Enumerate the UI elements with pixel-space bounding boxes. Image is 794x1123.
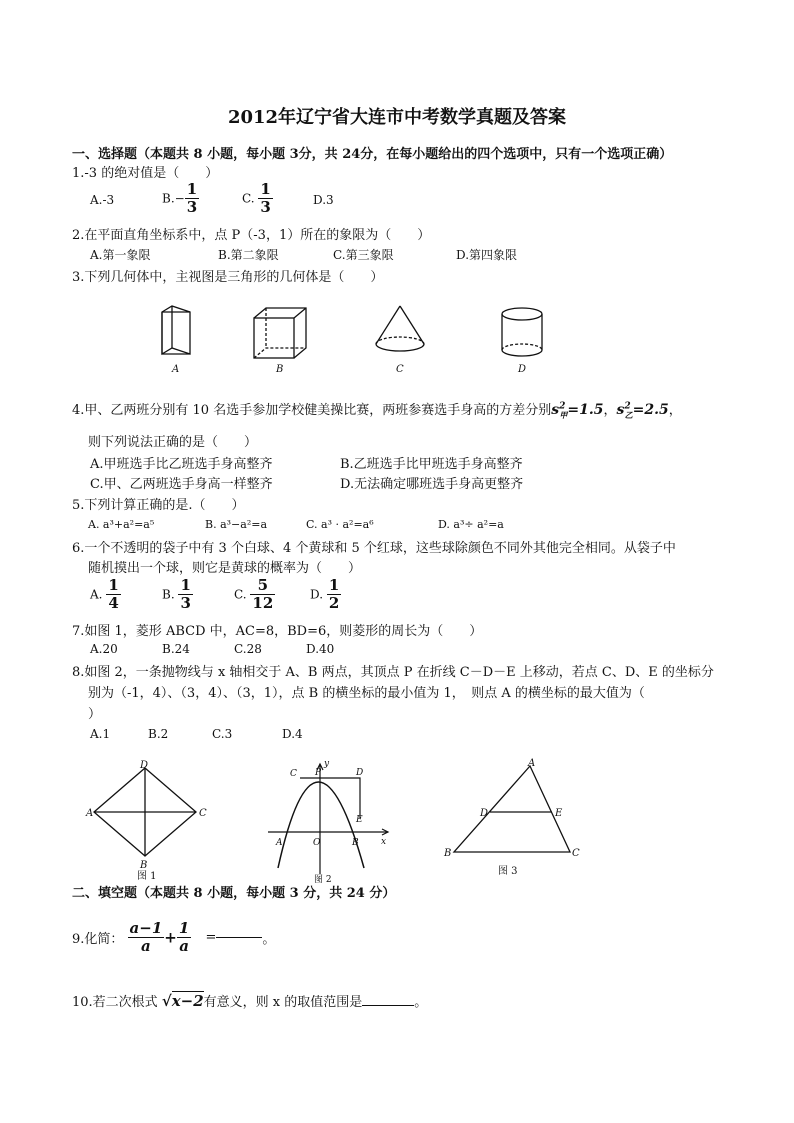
- q6-stem-line1: 6.一个不透明的袋子中有 3 个白球、4 个黄球和 5 个红球，这些球除颜色不同外其他完全相同。从袋子中: [72, 541, 676, 556]
- cylinder-shape: [502, 308, 542, 356]
- fraction-numerator: 1: [186, 180, 198, 198]
- q6-fraction-b: [178, 577, 192, 612]
- section-fill-heading: 二、填空题（本题共 8 小题，每小题 3 分，共 24 分）: [72, 886, 396, 901]
- q6-option-b: [162, 577, 193, 612]
- fig2-label-d: D: [356, 768, 364, 778]
- fig2-caption: 图 2: [314, 875, 332, 884]
- fraction-numerator: 1: [328, 576, 340, 594]
- fig1-label-a: A: [86, 808, 94, 819]
- q5-option-d: D. a³÷ a²=a: [438, 518, 504, 531]
- fig1-label-b: B: [140, 860, 148, 871]
- figure-3-triangle: [440, 758, 590, 880]
- q4-option-d: D.无法确定哪班选手身高更整齐: [340, 477, 524, 492]
- q10-line: [72, 991, 427, 1010]
- fraction-denominator: a: [179, 937, 189, 955]
- q1-option-a: A.-3: [90, 193, 115, 207]
- q7-option-c: C.28: [234, 642, 262, 656]
- cone-shape: [376, 306, 424, 351]
- cube-shape: [254, 308, 306, 358]
- section-choice-heading: 一、选择题（本题共 8 小题，每小题 3分，共 24分，在每小题给出的四个选项中，只有一个选项正确）: [72, 147, 673, 162]
- fraction-denominator: 4: [108, 594, 119, 612]
- q4-stem-line2: 则下列说法正确的是（ ）: [88, 435, 258, 450]
- q1-option-b-label: B.: [162, 191, 175, 206]
- q9-end: 。: [262, 932, 276, 947]
- q4-variance-yi: [616, 402, 668, 418]
- solid-label-d: D: [518, 364, 527, 375]
- q1-option-c: [242, 181, 273, 216]
- q10-radical: √x−2: [161, 992, 204, 1010]
- q1-option-c-fraction: [258, 181, 272, 216]
- solid-label-c: C: [396, 364, 404, 375]
- q7-option-a: A.20: [90, 642, 118, 656]
- separator: ，: [668, 403, 682, 418]
- fig1-label-c: C: [199, 808, 207, 819]
- q6-option-d: [310, 577, 341, 612]
- q7-option-d: D.40: [306, 642, 335, 656]
- q10-suffix: 有意义，则 x 的取值范围是: [203, 995, 363, 1010]
- option-label: C.: [234, 587, 247, 602]
- fig2-label-p: P: [315, 768, 322, 778]
- fraction-denominator: 3: [186, 198, 198, 216]
- option-label: D.: [310, 587, 324, 602]
- q1-option-b-fraction: [185, 181, 199, 216]
- fraction-denominator: a: [141, 937, 151, 955]
- separator: ，: [603, 403, 617, 418]
- q2-option-c: C.第三象限: [333, 248, 394, 262]
- fig3-label-c: C: [572, 848, 580, 859]
- variance-symbol: s: [551, 402, 560, 418]
- variance-subscript: 乙: [624, 409, 633, 420]
- figure-1-rhombus: [82, 758, 212, 880]
- q6-fraction-c: [250, 577, 275, 612]
- q10-answer-blank: [362, 1005, 414, 1006]
- q5-option-b: B. a³−a²=a: [205, 518, 268, 531]
- variance-value: =2.5: [632, 402, 669, 418]
- q4-option-c: C.甲、乙两班选手身高一样整齐: [90, 477, 273, 492]
- q10-end: 。: [414, 995, 428, 1010]
- q1-option-b: [162, 181, 199, 216]
- fig1-label-d: D: [140, 760, 149, 771]
- q2-option-d: D.第四象限: [456, 248, 518, 262]
- q6-fraction-d: [327, 577, 341, 612]
- fraction-numerator: 1: [180, 576, 191, 594]
- q2-option-a: A.第一象限: [90, 248, 151, 262]
- fraction-denominator: 2: [328, 594, 340, 612]
- q8-stem-line3: ）: [88, 707, 102, 722]
- q5-stem: 5.下列计算正确的是.（ ）: [72, 498, 245, 513]
- fig2-label-a: A: [276, 838, 283, 848]
- q9-equals: =: [205, 930, 217, 945]
- q6-fraction-a: [106, 577, 120, 612]
- q8-option-b: B.2: [148, 727, 169, 741]
- q2-stem: 2.在平面直角坐标系中，点 P（-3，1）所在的象限为（ ）: [72, 228, 431, 243]
- q9-fraction-2: [177, 920, 191, 955]
- triangular-prism-shape: [162, 306, 190, 354]
- q4-variance-jia: [551, 402, 603, 418]
- fig2-label-e: E: [356, 815, 363, 825]
- solid-label-b: B: [276, 364, 284, 375]
- fig1-caption: 图 1: [137, 871, 157, 880]
- q9-answer-blank: [216, 937, 262, 938]
- fraction-denominator: 3: [260, 198, 271, 216]
- fig3-label-e: E: [555, 808, 563, 819]
- q8-stem-line2: 别为（-1，4）、（3，4）、（3，1），点 B 的横坐标的最小值为 1， 则点 A 的横坐标的最大值为（: [88, 686, 645, 701]
- figure-2-parabola: [262, 756, 392, 884]
- fraction-numerator: 5: [250, 577, 275, 595]
- variance-value: =1.5: [567, 402, 604, 418]
- q10-radicand: x−2: [171, 992, 204, 1010]
- q1-option-b-sign: −: [174, 191, 185, 206]
- fig2-label-x: x: [381, 837, 387, 847]
- q4-option-b: B.乙班选手比甲班选手身高整齐: [340, 457, 523, 472]
- q7-stem: 7.如图 1，菱形 ABCD 中，AC=8，BD=6，则菱形的周长为（ ）: [72, 624, 483, 639]
- option-label: B.: [162, 587, 175, 602]
- fraction-numerator: a−1: [129, 919, 163, 937]
- fraction-numerator: 1: [108, 576, 119, 594]
- fraction-numerator: 1: [260, 180, 271, 198]
- variance-symbol: s: [616, 402, 625, 418]
- q6-option-a: [90, 577, 121, 612]
- fig2-label-y: y: [324, 759, 330, 769]
- fig3-caption: 图 3: [498, 866, 518, 877]
- q5-option-c: C. a³ · a²=a⁶: [306, 518, 374, 531]
- q7-option-b: B.24: [162, 642, 190, 656]
- q9-line: [72, 920, 275, 955]
- q4-stem-text: 4.甲、乙两班分别有 10 名选手参加学校健美操比赛，两班参赛选手身高的方差分别: [72, 403, 552, 418]
- q8-stem-line1: 8.如图 2，一条抛物线与 x 轴相交于 A、B 两点，其顶点 P 在折线 C－D－E 上移动，若点 C、D、E 的坐标分: [72, 665, 714, 680]
- q6-stem-line2: 随机摸出一个球，则它是黄球的概率为（ ）: [88, 561, 362, 576]
- fig3-label-a: A: [528, 758, 536, 769]
- fraction-denominator: 12: [252, 594, 274, 612]
- fig2-label-c: C: [290, 769, 297, 779]
- q1-option-c-label: C.: [242, 191, 255, 206]
- variance-exponent: 2: [559, 401, 566, 412]
- q8-option-d: D.4: [282, 727, 303, 741]
- q2-option-b: B.第二象限: [218, 248, 279, 262]
- q8-option-c: C.3: [212, 727, 233, 741]
- fraction-numerator: 1: [178, 919, 190, 937]
- q6-option-c: [234, 577, 275, 612]
- fraction-denominator: 3: [180, 594, 191, 612]
- q3-solids-figure: [150, 300, 570, 380]
- solid-label-a: A: [172, 364, 180, 375]
- variance-exponent: 2: [624, 401, 631, 412]
- q4-stem-line1: [72, 399, 682, 421]
- q1-option-d: D.3: [313, 193, 334, 207]
- q9-plus: +: [164, 928, 177, 947]
- fig2-label-o: O: [313, 838, 321, 848]
- q9-fraction-1: [128, 920, 165, 955]
- fig2-label-b: B: [352, 838, 359, 848]
- q1-stem: 1.-3 的绝对值是（ ）: [72, 166, 219, 181]
- fig3-label-b: B: [444, 848, 452, 859]
- fig3-label-d: D: [480, 808, 489, 819]
- q8-option-a: A.1: [90, 727, 111, 741]
- option-label: A.: [90, 587, 103, 602]
- q4-option-a: A.甲班选手比乙班选手身高整齐: [90, 457, 273, 472]
- variance-subscript: 甲: [559, 409, 568, 420]
- q3-stem: 3.下列几何体中，主视图是三角形的几何体是（ ）: [72, 270, 384, 285]
- page-title: 2012年辽宁省大连市中考数学真题及答案: [227, 107, 567, 128]
- q10-prefix: 10.若二次根式: [72, 995, 158, 1010]
- q5-option-a: A. a³+a²=a⁵: [88, 518, 155, 531]
- q9-prefix: 9.化简：: [72, 932, 124, 947]
